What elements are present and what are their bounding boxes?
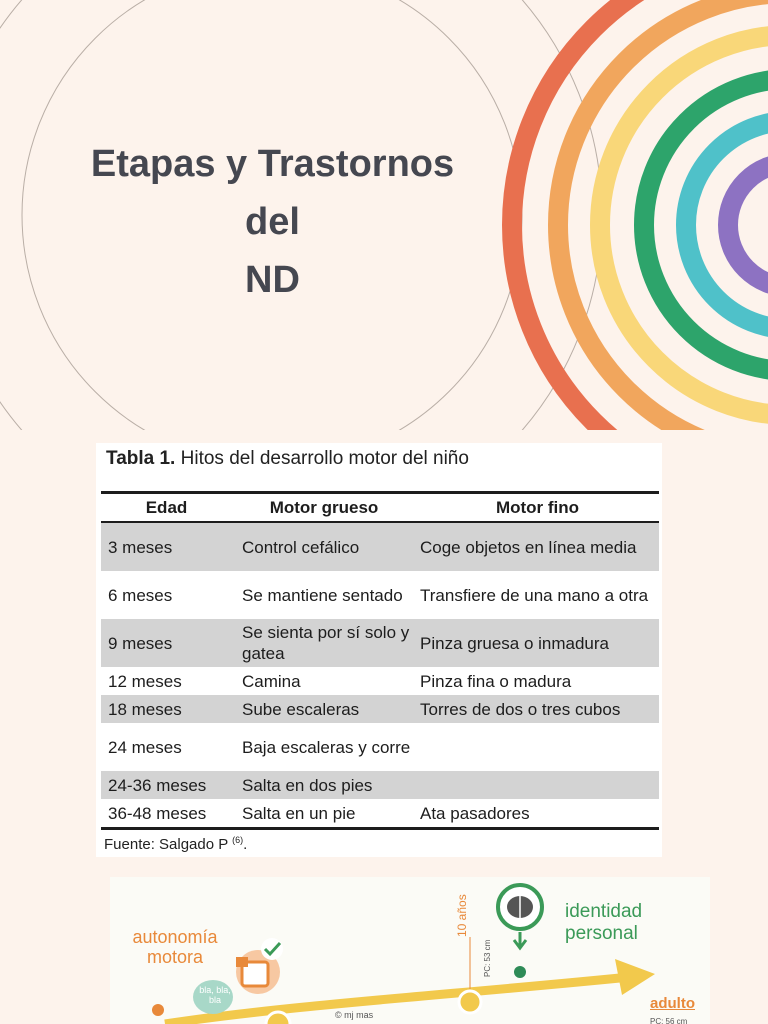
brain-icon [498,885,542,978]
title-line-1: Etapas y Trastornos [90,143,455,185]
timeline-arrowhead [615,959,655,995]
header-edad: Edad [101,493,232,523]
milestone-dot [459,991,481,1013]
age-10-label: 10 años [455,894,469,937]
table-row [101,667,659,695]
cell-edad: 9 meses [101,619,232,667]
cell-motor-fino: Pinza gruesa o inmadura [416,619,659,667]
table-header-row [101,493,659,523]
adulto-label: adulto [650,995,695,1012]
cell-edad: 12 meses [108,671,182,691]
cell-motor-fino [416,771,659,799]
table-row [101,571,659,619]
table-row [101,619,659,667]
adulto-pc: PC: 56 cm [650,1017,688,1024]
cell-motor-grueso: Se mantiene sentado [242,585,403,605]
table-row [101,799,659,829]
cell-edad: 3 meses [101,522,232,571]
autonomia-label: autonomía motora [132,927,218,967]
milestones-table [101,491,659,830]
table-source [104,835,247,853]
table-row [101,771,659,799]
table-caption-label: Tabla 1. [106,448,176,469]
cell-edad: 18 meses [101,695,232,723]
header-motor-fino: Motor fino [416,493,659,523]
milestone-dot [266,1012,290,1024]
age-10-pc: PC: 53 cm [483,939,492,977]
cell-motor-fino: Pinza fina o madura [420,671,572,691]
table-row [101,723,659,771]
speech-bubble-text: bla, bla, bla [199,985,231,1005]
source-ref: (6) [232,835,244,845]
cell-motor-fino [416,723,659,771]
source-text: Fuente: Salgado P [104,836,228,853]
cell-edad: 36-48 meses [108,803,207,823]
cell-motor-grueso: Camina [242,671,301,691]
title-line-3: ND [245,259,300,301]
cell-motor-fino: Coge objetos en línea media [416,522,659,571]
table-caption [106,448,469,470]
header-motor-grueso: Motor grueso [232,493,416,523]
cell-motor-fino: Ata pasadores [420,803,530,823]
source-end: . [243,836,248,853]
credit-text: © mj mas [335,1010,374,1020]
cell-edad: 24 meses [108,737,182,757]
cell-edad: 24-36 meses [101,771,232,799]
check-icon [261,938,283,960]
rainbow-ring [728,163,768,287]
table-caption-text: Hitos del desarrollo motor del niño [175,448,469,469]
cell-motor-fino: Torres de dos o tres cubos [416,695,659,723]
cell-motor-grueso: Control cefálico [232,522,416,571]
cell-motor-grueso: Salta en dos pies [232,771,416,799]
table-row [101,522,659,571]
title-line-2: del [245,201,300,243]
person-dot [152,1004,164,1016]
identidad-label: identidad personal [565,901,643,944]
cell-motor-grueso: Se sienta por sí solo y gatea [232,619,416,667]
cell-edad: 6 meses [108,585,173,605]
table-row [101,695,659,723]
slide-title [60,135,485,309]
cell-motor-fino: Transfiere de una mano a otra [420,585,649,605]
development-infographic [110,877,710,1024]
motor-milestones-table-card [96,443,662,857]
cell-motor-grueso: Baja escaleras y corre [242,737,411,757]
cell-motor-grueso: Sube escaleras [232,695,416,723]
cell-motor-grueso: Salta en un pie [242,803,356,823]
